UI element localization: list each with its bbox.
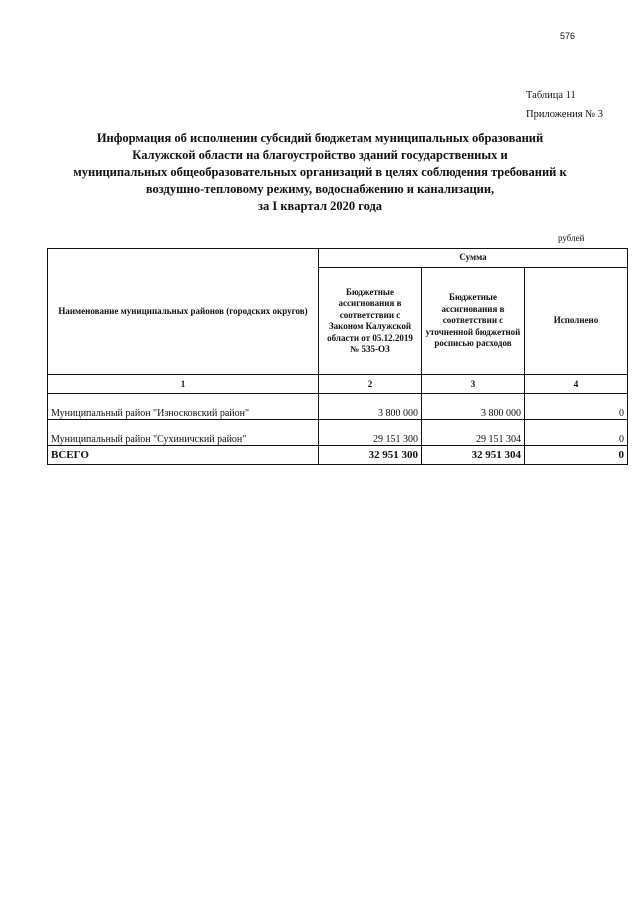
budget-refined-value: 3 800 000 <box>422 394 525 420</box>
budget-law-value: 29 151 300 <box>319 420 422 446</box>
document-title <box>40 130 600 215</box>
executed-value: 0 <box>525 394 628 420</box>
total-row <box>48 446 628 465</box>
total-budget-refined: 32 951 304 <box>422 446 525 465</box>
title-line: муниципальных общеобразовательных организаций в целях соблюдения требований к <box>73 165 567 179</box>
total-label: ВСЕГО <box>48 446 319 465</box>
district-name: Муниципальный район "Сухиничский район" <box>48 420 319 446</box>
title-line: Калужской области на благоустройство зданий государственных и <box>132 148 508 162</box>
total-executed: 0 <box>525 446 628 465</box>
units-label: рублей <box>558 233 585 243</box>
appendix-label: Приложения № 3 <box>526 109 604 120</box>
title-line: воздушно-тепловому режиму, водоснабжению и канализации, <box>145 182 495 196</box>
budget-refined-value: 29 151 304 <box>422 420 525 446</box>
column-number: 1 <box>48 375 319 394</box>
header-sum: Сумма <box>319 249 628 268</box>
page-number: 576 <box>560 31 576 41</box>
title-line: Информация об исполнении субсидий бюджетам муниципальных образований <box>96 131 544 145</box>
table-row <box>48 394 628 420</box>
header-name: Наименование муниципальных районов (городских округов) <box>48 249 319 375</box>
subsidy-table <box>47 248 628 465</box>
header-executed: Исполнено <box>525 268 628 375</box>
total-budget-law: 32 951 300 <box>319 446 422 465</box>
header-budget-law: Бюджетные ассигнования в соответствии с Законом Калужской области от 05.12.2019 № 535-ОЗ <box>319 268 422 375</box>
executed-value: 0 <box>525 420 628 446</box>
table-row <box>48 420 628 446</box>
column-number: 2 <box>319 375 422 394</box>
column-number-row <box>48 375 628 394</box>
district-name: Муниципальный район "Износковский район" <box>48 394 319 420</box>
table-label: Таблица 11 <box>526 90 576 101</box>
table-reference <box>526 86 603 124</box>
title-line: за I квартал 2020 года <box>257 199 383 213</box>
column-number: 4 <box>525 375 628 394</box>
budget-law-value: 3 800 000 <box>319 394 422 420</box>
header-budget-refined: Бюджетные ассигнования в соответствии с уточненной бюджетной росписью расходов <box>422 268 525 375</box>
column-number: 3 <box>422 375 525 394</box>
